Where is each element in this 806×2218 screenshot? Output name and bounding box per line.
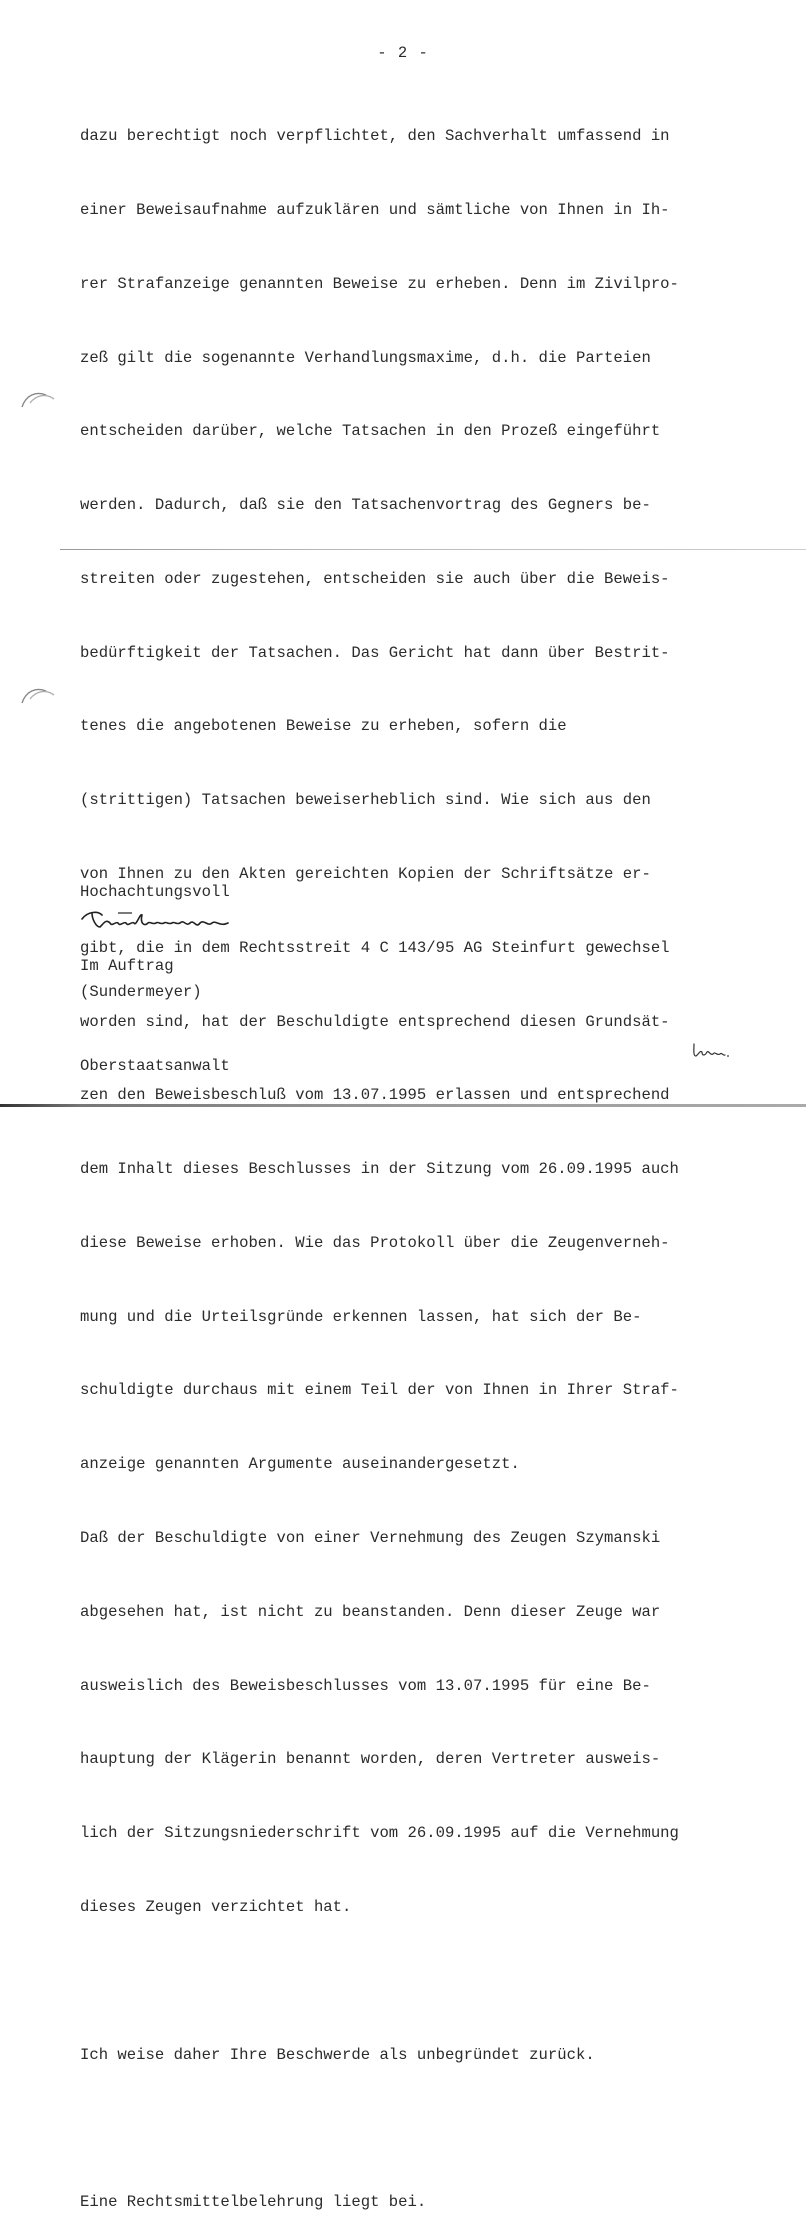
signatory-block [80, 931, 230, 1103]
decision-text: Ich weise daher Ihre Beschwerde als unbegründet zurück. [80, 2045, 595, 2064]
text-line: entscheiden darüber, welche Tatsachen in den Prozeß eingeführt [80, 422, 661, 441]
text-line: lich der Sitzungsniederschrift vom 26.09.1995 auf die Vernehmung [80, 1824, 679, 1843]
text-line: anzeige genannten Argumente auseinandergesetzt. [80, 1455, 520, 1474]
text-line: dieses Zeugen verzichtet hat. [80, 1897, 352, 1916]
letter-body [80, 75, 740, 2218]
on-behalf-text: Im Auftrag [80, 956, 174, 975]
text-line: Daß der Beschuldigte von einer Vernehmung des Zeugen Szymanski [80, 1529, 661, 1548]
scan-edge [0, 1104, 806, 1107]
text-line: abgesehen hat, ist nicht zu beanstanden. Denn dieser Zeuge war [80, 1602, 661, 1621]
handwritten-initials [690, 1040, 730, 1062]
page-number: - 2 - [377, 44, 429, 62]
text-line: von Ihnen zu den Akten gereichten Kopien der Schriftsätze er- [80, 865, 651, 883]
signatory-name: (Sundermeyer) [80, 983, 202, 1002]
text-line: gibt, die in dem Rechtsstreit 4 C 143/95 AG Steinfurt gewechsel [80, 938, 670, 957]
text-line: diese Beweise erhoben. Wie das Protokoll über die Zeugenverneh- [80, 1233, 670, 1252]
text-line: hauptung der Klägerin benannt worden, deren Vertreter ausweis- [80, 1750, 661, 1769]
closing-salutation: Hochachtungsvoll [80, 883, 230, 902]
text-line: streiten oder zugestehen, entscheiden sie auch über die Beweis- [80, 569, 670, 588]
text-line: dem Inhalt dieses Beschlusses in der Sitzung vom 26.09.1995 auch [80, 1160, 679, 1179]
signatory-title: Oberstaatsanwalt [80, 1056, 230, 1075]
text-line: zeß gilt die sogenannte Verhandlungsmaxime, d.h. die Parteien [80, 348, 651, 367]
text-line: ausweislich des Beweisbeschlusses vom 13.07.1995 für eine Be- [80, 1676, 651, 1695]
punch-hole-mark [18, 387, 58, 411]
text-line: werden. Dadurch, daß sie den Tatsachenvortrag des Gegners be- [80, 496, 651, 515]
text-line: dazu berechtigt noch verpflichtet, den Sachverhalt umfassend in [80, 127, 670, 146]
text-line: tenes die angebotenen Beweise zu erheben, sofern die [80, 717, 567, 736]
text-line: schuldigte durchaus mit einem Teil der von Ihnen in Ihrer Straf- [80, 1381, 679, 1400]
handwritten-signature [78, 905, 238, 933]
text-line: bedürftigkeit der Tatsachen. Das Gericht hat dann über Bestrit- [80, 643, 670, 662]
text-line: mung und die Urteilsgründe erkennen lassen, hat sich der Be- [80, 1307, 642, 1326]
text-line: worden sind, hat der Beschuldigte entsprechend diesen Grundsät- [80, 1012, 670, 1031]
punch-hole-mark [18, 683, 58, 707]
remedy-note: Eine Rechtsmittelbelehrung liegt bei. [80, 2193, 427, 2212]
text-line: einer Beweisaufnahme aufzuklären und sämtliche von Ihnen in Ih- [80, 200, 670, 219]
text-line: zen den Beweisbeschluß vom 13.07.1995 erlassen und entsprechend [80, 1086, 670, 1105]
underline-rule [60, 549, 806, 550]
text-line: (strittigen) Tatsachen beweiserheblich sind. Wie sich aus den [80, 791, 651, 810]
text-line: rer Strafanzeige genannten Beweise zu erheben. Denn im Zivilpro- [80, 274, 679, 293]
